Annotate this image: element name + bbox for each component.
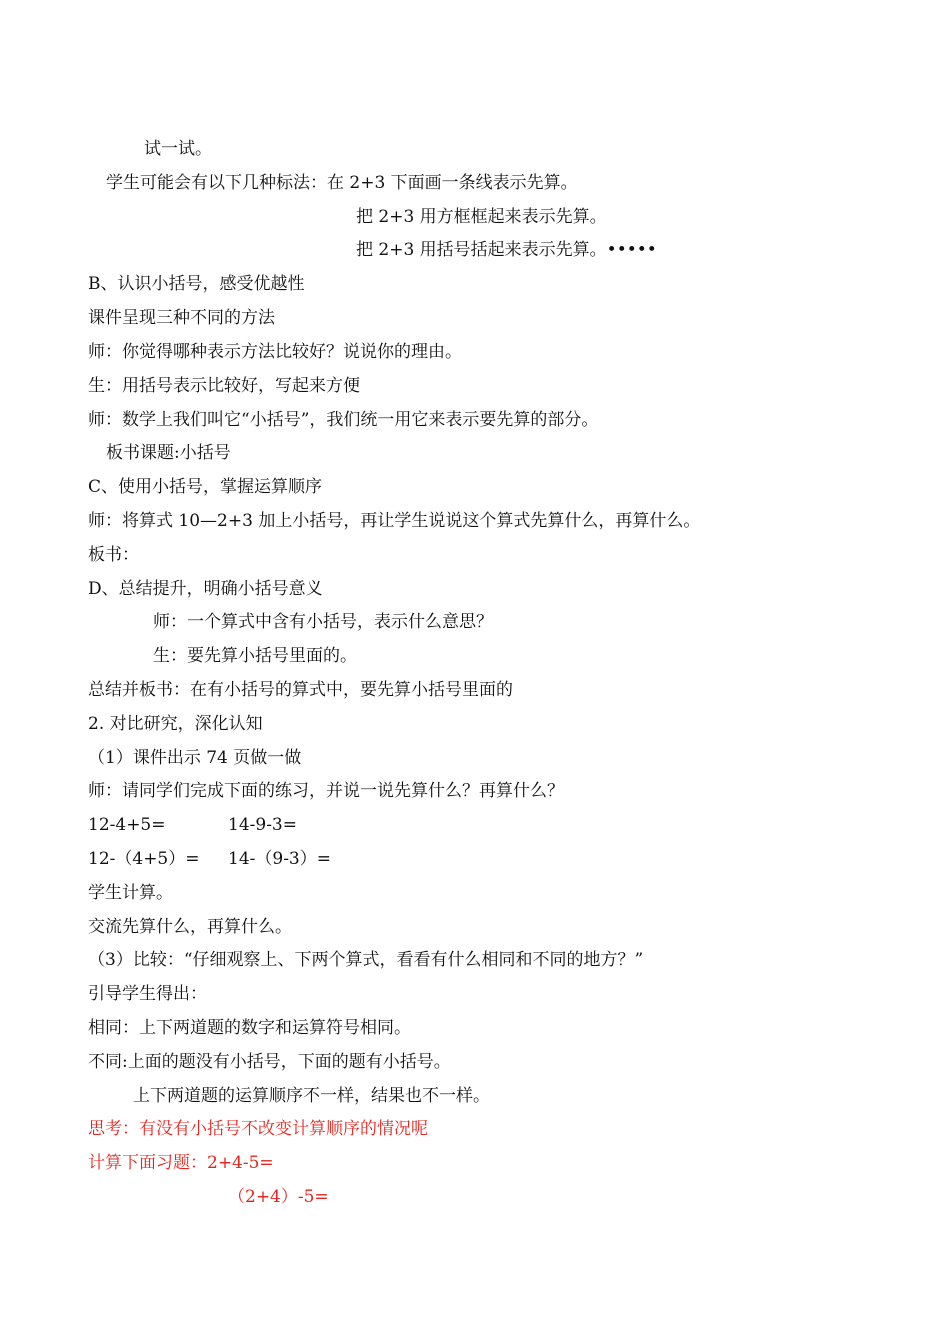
line-courseware-74: （1）课件出示 74 页做一做: [88, 748, 302, 768]
equation-2: 14-9-3=: [228, 815, 297, 835]
line-teacher-task: 师：将算式 10—2+3 加上小括号，再让学生说说这个算式先算什么，再算什么。: [88, 511, 701, 531]
line-summary: 总结并板书：在有小括号的算式中，要先算小括号里面的: [88, 680, 513, 700]
section-heading-b: B、认识小括号，感受优越性: [88, 274, 305, 294]
line-exercise: 计算下面习题：2+4-5=: [88, 1153, 274, 1173]
line-student-meaning: 生：要先算小括号里面的。: [153, 646, 357, 666]
section-heading-c: C、使用小括号，掌握运算顺序: [88, 477, 323, 497]
line-same: 相同：上下两道题的数字和运算符号相同。: [88, 1018, 411, 1038]
line-teacher-practice: 师：请同学们完成下面的练习，并说一说先算什么？再算什么？: [88, 781, 564, 801]
section-heading-d: D、总结提升，明确小括号意义: [88, 579, 323, 599]
line-board-title: 板书课题:小括号: [106, 443, 231, 463]
line-methods-intro: 学生可能会有以下几种标法：在 2+3 下面画一条线表示先算。: [106, 173, 578, 193]
line-compare: （3）比较：“仔细观察上、下两个算式，看看有什么相同和不同的地方？”: [88, 950, 644, 970]
line-courseware: 课件呈现三种不同的方法: [88, 308, 275, 328]
line-exercise-2: （2+4）-5=: [228, 1187, 329, 1207]
line-different: 不同:上面的题没有小括号，下面的题有小括号。: [88, 1052, 451, 1072]
equation-4: 14-（9-3）=: [228, 849, 331, 869]
line-student-calc: 学生计算。: [88, 883, 173, 903]
line-student-answer: 生：用括号表示比较好，写起来方便: [88, 376, 360, 396]
section-heading-2: 2. 对比研究，深化认知: [88, 714, 263, 734]
line-teacher-explain: 师：数学上我们叫它“小括号”，我们统一用它来表示要先算的部分。: [88, 410, 599, 430]
line-exchange: 交流先算什么，再算什么。: [88, 917, 292, 937]
equation-1: 12-4+5=: [88, 815, 166, 835]
equation-3: 12-（4+5）=: [88, 849, 200, 869]
line-think: 思考：有没有小括号不改变计算顺序的情况呢: [88, 1119, 428, 1139]
line-teacher-meaning: 师：一个算式中含有小括号，表示什么意思？: [153, 612, 493, 632]
line-try: 试一试。: [144, 139, 212, 159]
line-method-box: 把 2+3 用方框框起来表示先算。: [356, 207, 607, 227]
line-method-bracket: 把 2+3 用括号括起来表示先算。•••••: [356, 240, 657, 260]
line-teacher-question: 师：你觉得哪种表示方法比较好？说说你的理由。: [88, 342, 462, 362]
line-order-result: 上下两道题的运算顺序不一样，结果也不一样。: [133, 1086, 490, 1106]
line-guide: 引导学生得出：: [88, 984, 207, 1004]
line-board: 板书：: [88, 545, 139, 565]
